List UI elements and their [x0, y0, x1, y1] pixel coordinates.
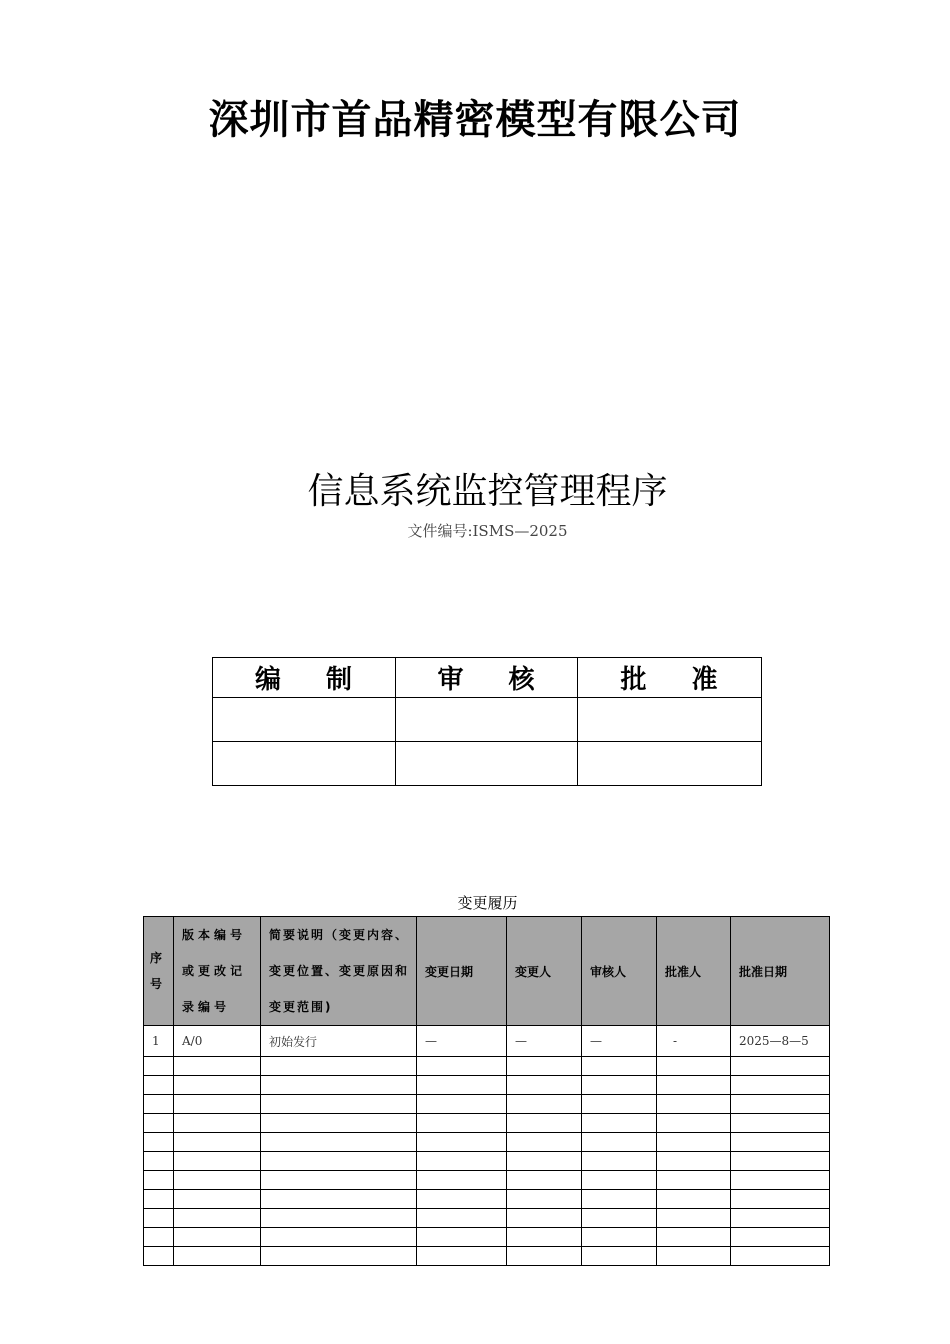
empty-cell	[657, 1209, 731, 1228]
change-history-table	[143, 916, 830, 1266]
empty-cell	[174, 1133, 261, 1152]
col-header-reviewer: 审核人	[582, 917, 657, 1026]
empty-cell	[731, 1095, 830, 1114]
empty-cell	[507, 1057, 582, 1076]
col-header-version: 版本编号或更改记录编号	[174, 917, 261, 1026]
empty-cell	[174, 1114, 261, 1133]
empty-cell	[417, 1152, 507, 1171]
table-row	[144, 1209, 830, 1228]
cell-version: A/0	[174, 1026, 261, 1057]
empty-cell	[174, 1057, 261, 1076]
sign-cell	[578, 742, 762, 786]
empty-cell	[657, 1152, 731, 1171]
empty-cell	[261, 1076, 417, 1095]
empty-cell	[417, 1095, 507, 1114]
empty-cell	[144, 1247, 174, 1266]
empty-cell	[261, 1190, 417, 1209]
empty-cell	[731, 1133, 830, 1152]
table-row	[144, 1171, 830, 1190]
sign-cell	[396, 698, 578, 742]
table-row	[144, 1190, 830, 1209]
empty-cell	[657, 1228, 731, 1247]
empty-cell	[261, 1095, 417, 1114]
empty-cell	[582, 1247, 657, 1266]
empty-cell	[417, 1171, 507, 1190]
empty-cell	[144, 1133, 174, 1152]
empty-cell	[417, 1209, 507, 1228]
signature-table	[212, 657, 762, 786]
empty-cell	[582, 1152, 657, 1171]
empty-cell	[507, 1171, 582, 1190]
empty-cell	[507, 1190, 582, 1209]
empty-cell	[582, 1209, 657, 1228]
document-code: 文件编号:ISMS—2025	[407, 522, 568, 540]
col-header-seq: 序号	[144, 917, 174, 1026]
sign-cell	[213, 742, 396, 786]
cell-change-date: —	[417, 1026, 507, 1057]
empty-cell	[657, 1190, 731, 1209]
empty-cell	[657, 1247, 731, 1266]
sign-cell	[396, 742, 578, 786]
empty-cell	[507, 1247, 582, 1266]
empty-cell	[144, 1190, 174, 1209]
table-row	[144, 1247, 830, 1266]
empty-cell	[507, 1095, 582, 1114]
empty-cell	[731, 1228, 830, 1247]
empty-cell	[731, 1114, 830, 1133]
empty-cell	[582, 1228, 657, 1247]
empty-cell	[261, 1114, 417, 1133]
empty-cell	[657, 1114, 731, 1133]
header-approved: 批 准	[578, 658, 762, 698]
empty-cell	[261, 1171, 417, 1190]
empty-cell	[582, 1133, 657, 1152]
empty-cell	[507, 1076, 582, 1095]
header-reviewed: 审 核	[396, 658, 578, 698]
empty-cell	[417, 1228, 507, 1247]
empty-cell	[731, 1209, 830, 1228]
table-row	[144, 1152, 830, 1171]
header-prepared: 编 制	[213, 658, 396, 698]
document-title: 信息系统监控管理程序	[307, 471, 668, 512]
empty-cell	[507, 1114, 582, 1133]
col-header-approve-date: 批准日期	[731, 917, 830, 1026]
cell-description: 初始发行	[261, 1026, 417, 1057]
empty-cell	[144, 1152, 174, 1171]
empty-cell	[261, 1133, 417, 1152]
empty-cell	[417, 1247, 507, 1266]
table-row	[144, 1076, 830, 1095]
empty-cell	[582, 1095, 657, 1114]
history-title: 变更履历	[457, 894, 518, 912]
col-header-changer: 变更人	[507, 917, 582, 1026]
empty-cell	[507, 1133, 582, 1152]
empty-cell	[144, 1095, 174, 1114]
empty-cell	[144, 1228, 174, 1247]
empty-cell	[507, 1209, 582, 1228]
sign-cell	[578, 698, 762, 742]
empty-cell	[582, 1057, 657, 1076]
empty-cell	[417, 1057, 507, 1076]
empty-cell	[731, 1190, 830, 1209]
col-header-description: 简要说明（变更内容、变更位置、变更原因和变更范围)	[261, 917, 417, 1026]
empty-cell	[261, 1152, 417, 1171]
empty-cell	[144, 1114, 174, 1133]
empty-cell	[582, 1190, 657, 1209]
table-row	[144, 1114, 830, 1133]
empty-cell	[261, 1247, 417, 1266]
empty-cell	[507, 1152, 582, 1171]
col-header-approver: 批准人	[657, 917, 731, 1026]
table-row	[144, 1095, 830, 1114]
empty-cell	[174, 1228, 261, 1247]
cell-seq: 1	[144, 1026, 174, 1057]
empty-cell	[731, 1152, 830, 1171]
empty-cell	[582, 1076, 657, 1095]
empty-cell	[174, 1095, 261, 1114]
company-name: 深圳市首品精密模型有限公司	[208, 97, 742, 143]
cell-approve-date: 2025—8—5	[731, 1026, 830, 1057]
empty-cell	[417, 1114, 507, 1133]
table-row	[144, 1133, 830, 1152]
empty-cell	[417, 1133, 507, 1152]
empty-cell	[731, 1057, 830, 1076]
empty-cell	[144, 1076, 174, 1095]
empty-cell	[657, 1171, 731, 1190]
empty-cell	[261, 1057, 417, 1076]
empty-cell	[582, 1171, 657, 1190]
empty-cell	[261, 1209, 417, 1228]
col-header-change-date: 变更日期	[417, 917, 507, 1026]
empty-cell	[657, 1057, 731, 1076]
empty-cell	[417, 1076, 507, 1095]
table-row	[144, 1228, 830, 1247]
sign-cell	[213, 698, 396, 742]
empty-cell	[731, 1171, 830, 1190]
empty-cell	[657, 1095, 731, 1114]
empty-cell	[144, 1057, 174, 1076]
empty-cell	[174, 1190, 261, 1209]
empty-cell	[417, 1190, 507, 1209]
empty-cell	[144, 1209, 174, 1228]
empty-cell	[174, 1152, 261, 1171]
empty-cell	[582, 1114, 657, 1133]
empty-cell	[174, 1247, 261, 1266]
table-row	[144, 1057, 830, 1076]
empty-cell	[144, 1171, 174, 1190]
cell-changer: —	[507, 1026, 582, 1057]
empty-cell	[174, 1171, 261, 1190]
empty-cell	[731, 1076, 830, 1095]
cell-approver: -	[657, 1026, 731, 1057]
empty-cell	[174, 1076, 261, 1095]
empty-cell	[731, 1247, 830, 1266]
cell-reviewer: —	[582, 1026, 657, 1057]
empty-cell	[174, 1209, 261, 1228]
empty-cell	[657, 1133, 731, 1152]
empty-cell	[507, 1228, 582, 1247]
empty-cell	[657, 1076, 731, 1095]
table-row	[144, 1026, 830, 1057]
empty-cell	[261, 1228, 417, 1247]
